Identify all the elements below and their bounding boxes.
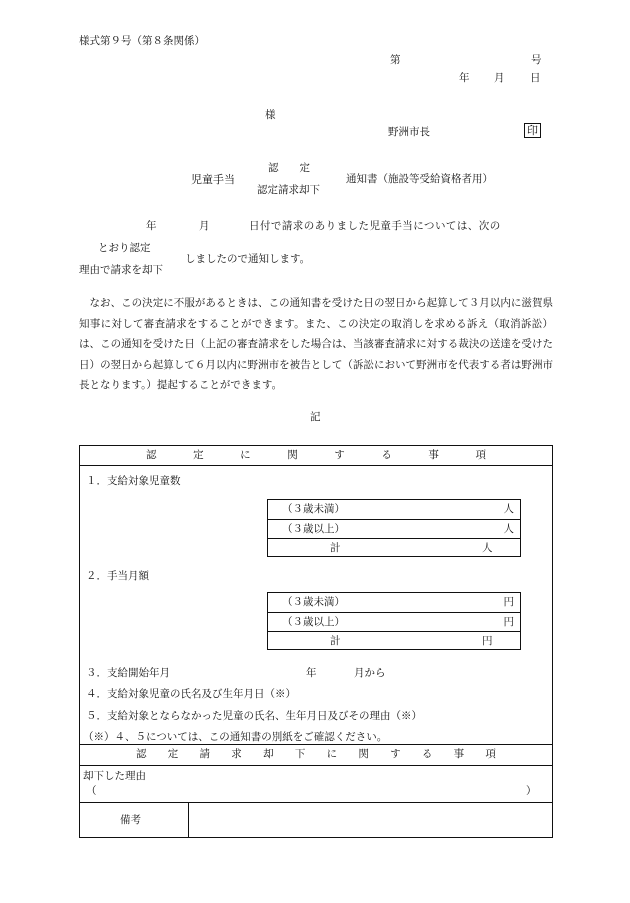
ki-label: 記 <box>310 411 321 423</box>
item2-label: ２．手当月額 <box>86 570 149 582</box>
approval-section-header: 認 定 に 関 す る 事 項 <box>146 449 486 461</box>
approval-note: （※）４、５については、この通知書の別紙をご確認ください。 <box>83 731 388 743</box>
table-row: （３歳以上） 人 <box>268 519 520 538</box>
title-right: 通知書（施設等受給資格者用） <box>346 173 493 185</box>
p1-end: しましたので通知します。 <box>185 253 311 265</box>
date-day: 日 <box>530 72 541 84</box>
reason-paren-close: ） <box>526 785 537 797</box>
remarks-label: 備考 <box>120 814 141 826</box>
p1-option-reject: 理由で請求を却下 <box>79 264 163 276</box>
table-row: （３歳以上） 円 <box>268 612 520 631</box>
table-row: （３歳未満） 円 <box>282 596 514 608</box>
allowance-table <box>267 592 521 650</box>
reason-paren-open: （ <box>86 785 97 797</box>
issuer: 野洲市長 <box>388 126 430 138</box>
divider <box>79 465 553 466</box>
p1-text: 日付で請求のありました児童手当については、次の <box>249 220 501 232</box>
title-option-approve: 認 定 <box>268 162 310 174</box>
child-count-table <box>267 499 521 557</box>
addressee-suffix: 様 <box>265 109 276 121</box>
rejection-section-header: 認 定 請 求 却 下 に 関 す る 事 項 <box>136 748 496 760</box>
item1-label: １．支給対象児童数 <box>86 475 181 487</box>
p1-year: 年 <box>146 220 157 232</box>
date-year: 年 <box>459 72 470 84</box>
item4-label: ４．支給対象児童の氏名及び生年月日（※） <box>86 688 296 700</box>
form-number: 様式第９号（第８条関係） <box>79 35 205 47</box>
item3-year: 年 <box>306 667 317 679</box>
table-row: （３歳未満） 人 <box>282 503 514 515</box>
date-month: 月 <box>494 72 505 84</box>
seal-box: 印 <box>524 123 541 138</box>
item5-label: ５．支給対象とならなかった児童の氏名、生年月日及びその理由（※） <box>86 710 422 722</box>
rejection-reason-label: 却下した理由 <box>83 770 146 782</box>
title-left: 児童手当 <box>191 173 235 186</box>
p1-month: 月 <box>199 220 210 232</box>
remarks-divider <box>188 802 189 838</box>
divider <box>79 744 553 745</box>
p1-option-approve: とおり認定 <box>98 242 151 254</box>
table-row-total: 計 円 <box>268 631 520 650</box>
item3-label: ３．支給開始年月 <box>86 667 170 679</box>
divider <box>79 765 553 766</box>
divider <box>79 802 553 803</box>
table-row-total: 計 人 <box>268 538 520 557</box>
doc-number-suffix: 号 <box>531 54 542 66</box>
doc-number-prefix: 第 <box>390 54 401 66</box>
item3-month: 月から <box>354 667 386 679</box>
title-option-reject: 認定請求却下 <box>257 184 320 196</box>
appeal-notice: なお、この決定に不服があるときは、この通知書を受けた日の翌日から起算して３月以内に滋賀県知事に対して審査請求をすることができます。また、この決定の取消しを求める訴え（取消訴訟）は、この通知を受けた日（上記の審査請求をした場合は、当該審査請求に対する裁決の送達を受けた日）の翌日から起算して６月以内に野洲市を被告として（訴訟において野洲市を代表する者は野洲市長となります。）提起することができます。 <box>79 297 553 391</box>
